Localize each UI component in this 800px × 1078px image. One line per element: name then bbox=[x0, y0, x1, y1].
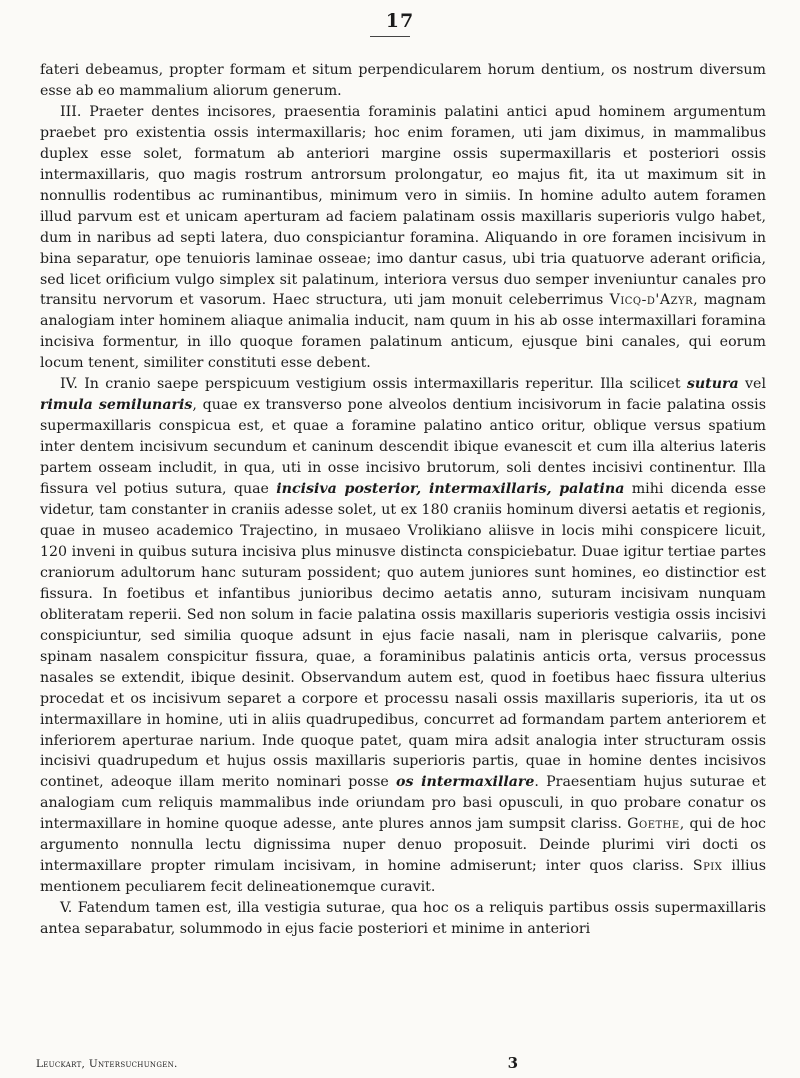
paragraph-continuation bbox=[40, 60, 766, 102]
emphasis-term: sutura bbox=[686, 376, 739, 393]
text-run: , qui de hoc argumento nonnulla lectu dignissima nuper denuo proposuit. Deinde plurimi viri docti os intermaxillare propter rimulam incisivam, in homine admiserunt; inter quos clariss. bbox=[40, 816, 766, 875]
paragraph-section-iv bbox=[40, 374, 766, 898]
footer-note: Leuckart, Untersuchungen. bbox=[36, 1058, 178, 1070]
author-name: Goethe bbox=[627, 816, 680, 833]
text-run: illius mentionem peculiarem fecit delineationemque curavit. bbox=[40, 858, 767, 896]
signature-mark: 3 bbox=[507, 1054, 518, 1072]
author-name: Spix bbox=[692, 858, 723, 875]
text-run: mihi dicenda esse videtur, tam constanter in craniis adesse solet, ut ex 180 craniis hominum diversi aetatis et regionis, quae in museo academico Trajectino, in musaeo Vrolikiano aliisve in locis mihi conspicere licuit, 120 inveni in quibus sutura incisiva plus minusve distincta conspiciebatur. Duae igitur tertiae partes craniorum adultorum hanc suturam possident; quo autem juniores sunt homines, eo distinctior est fissura. In foetibus et infantibus junioribus decimo aetatis anno, suturam incisivam nunquam obliteratam reperii. Sed non solum in facie palatina ossis maxillaris superioris vestigia ossis incisivi conspiciuntur, sed similia quoque adsunt in ejus facie nasali, nam in plerisque calvariis, pone spinam nasalem conspicitur fissura, quae, a foraminibus palatinis anticis orta, versus processus nasales se extendit, ibique desinit. Observandum autem est, quod in foetibus haec fissura ulterius procedat et os incisivum separet a corpore et processu nasali ossis maxillaris superioris, ita ut os intermaxillare in homine, uti in aliis quadrupedibus, concurret ad formandam partem anteriorem et inferiorem aperturae narium. Inde quoque patet, quam mira adsit analogia inter structuram ossis incisivi quadrupedum et hujus ossis maxillaris superioris partis, quae in homine dentes incisivos continet, adeoque illam merito nominari posse bbox=[40, 481, 766, 791]
emphasis-term: os intermaxillare bbox=[396, 774, 535, 791]
text-run: IV. In cranio saepe perspicuum vestigium ossis intermaxillaris reperitur. Illa scilicet bbox=[60, 376, 687, 393]
body-text bbox=[40, 60, 766, 940]
paragraph-section-v bbox=[40, 898, 766, 940]
text-run: . Praesentiam hujus suturae et analogiam cum reliquis mammalibus inde oriundam pro basi opusculi, in quo probare conatur os intermaxillare in homine quoque adesse, ante plures annos jam sumpsit clariss. bbox=[40, 774, 766, 833]
text-run: vel bbox=[738, 376, 766, 393]
emphasis-term: incisiva posterior, intermaxillaris, palatina bbox=[276, 481, 625, 498]
text-run: , magnam analogiam inter hominem aliaque animalia inducit, nam quum in his ab osse intermaxillari foramina incisiva formentur, in illo quoque foramen palatinum anticum, ejusque bini canales, qui eorum locum tenent, similiter constituti esse debent. bbox=[40, 292, 767, 372]
author-name: Vicq-d'Azyr bbox=[609, 292, 694, 309]
text-run: , quae ex transverso pone alveolos dentium incisivorum in facie palatina ossis supermaxillaris conspicua est, et quae a foramine palatino antico oritur, oblique versus spatium inter dentem incisivum secundum et caninum descendit ibique evanescit et cum illa alterius lateris partem osseam includit, in qua, uti in osse incisivo brutorum, soli dentes incisivi continentur. Illa fissura vel potius sutura, quae bbox=[40, 397, 766, 498]
text-run: fateri debeamus, propter formam et situm perpendicularem horum dentium, os nostrum diversum esse ab eo mammalium aliorum generum. bbox=[40, 62, 766, 99]
header-rule bbox=[370, 36, 410, 37]
text-run: V. Fatendum tamen est, illa vestigia suturae, qua hoc os a reliquis partibus ossis supermaxillaris antea separabatur, solummodo in ejus facie posteriori et minime in anteriori bbox=[40, 900, 766, 938]
emphasis-term: rimula semilunaris bbox=[40, 397, 193, 414]
text-run: III. Praeter dentes incisores, praesentia foraminis palatini antici apud hominem argumentum praebet pro existentia ossis intermaxillaris; hoc enim foramen, uti jam diximus, in mammalibus duplex esse solet, formatum ab anteriori margine ossis supermaxillaris et posteriori ossis intermaxillaris, quo magis rostrum antrorsum prolongatur, eo majus fit, ita ut maximum sit in nonnullis rodentibus ac ruminantibus, minimum vero in simiis. In homine adulto autem foramen illud parvum est et unicam aperturam ad faciem palatinam ossis maxillaris superioris vulgo habet, dum in naribus ad septi latera, duo conspiciantur foramina. Aliquando in ore foramen incisivum in bina separatur, ope tenuioris laminae osseae; imo dantur casus, ubi tria quatuorve aderant orificia, sed licet orificium vulgo simplex sit palatinum, interiora versus duo semper inveniuntur canales pro transitu nervorum et vasorum. Haec structura, uti jam monuit celeberrimus bbox=[40, 103, 766, 309]
page-number: 17 bbox=[385, 10, 415, 32]
page-footer bbox=[36, 1054, 770, 1074]
paragraph-section-iii bbox=[40, 102, 766, 374]
